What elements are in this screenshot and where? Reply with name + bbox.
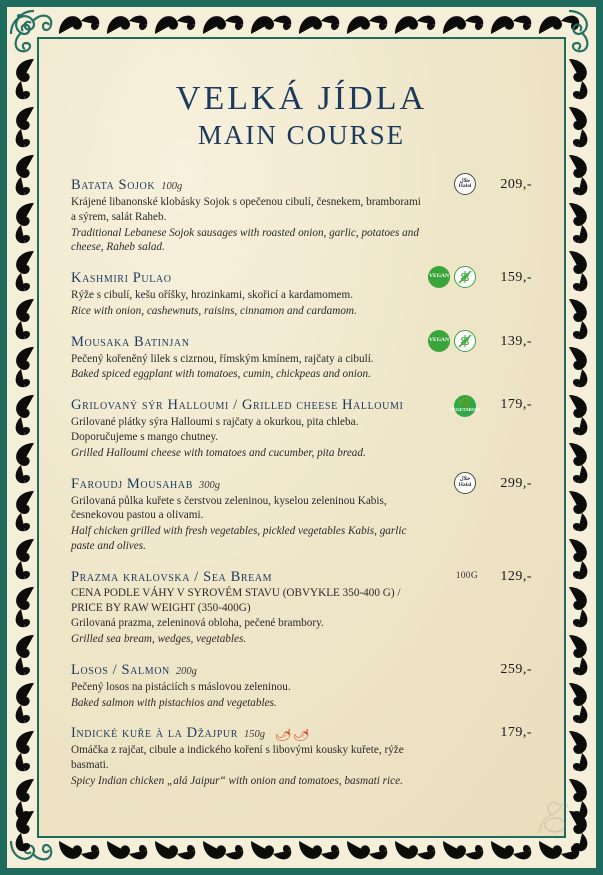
item-description-en: Traditional Lebanese Sojok sausages with roasted onion, garlic, potatoes and cheese, Raheb salad. (71, 226, 419, 254)
item-description-en: Spicy Indian chicken „alá Jaipur“ with onion and tomatoes, basmati rice. (71, 774, 403, 787)
item-description-en: Rice with onion, cashewnuts, raisins, cinnamon and cardamom. (71, 304, 357, 317)
item-description-cz: Pečený kořeněný lilek s cizrnou, římským kmínem, rajčaty a cibulí. (71, 352, 374, 365)
menu-item (71, 270, 532, 319)
menu-item (71, 662, 532, 711)
item-price: 179,- (500, 725, 532, 741)
menu-item (71, 177, 532, 255)
item-description-cz: Pečený losos na pistáciích s máslovou zeleninou. (71, 680, 291, 693)
menu-item (71, 476, 532, 554)
item-price: 179,- (500, 397, 532, 413)
menu-item-list (55, 177, 548, 789)
item-description-en: Baked spiced eggplant with tomatoes, cumin, chickpeas and onion. (71, 368, 371, 381)
item-price: 129,- (500, 568, 532, 584)
dietary-badges (428, 266, 476, 288)
item-description-cz: Grilovaná prazma, zeleninová obloha, pečené brambory. (71, 617, 324, 630)
item-name: Kashmiri Pulao (71, 270, 172, 287)
item-name: Faroudj Mousahab (71, 475, 193, 492)
vine-ornament-bottom (7, 838, 596, 868)
menu-item (71, 725, 532, 788)
item-description-cz: Grilovaná půlka kuřete s čerstvou zeleninou, kyselou zeleninou Kabis, česnekovou pastou a olivami. (71, 494, 387, 522)
no-gluten-icon (454, 266, 476, 288)
vine-ornament-left (7, 7, 37, 868)
item-price: 159,- (500, 270, 532, 286)
item-name: Indické kuře à la Džajpur (71, 725, 239, 742)
no-gluten-icon (454, 330, 476, 352)
dietary-badges (454, 472, 476, 494)
item-price: 209,- (500, 177, 532, 192)
vine-ornament-top (7, 7, 596, 37)
menu-item (71, 397, 532, 460)
item-weight: 100g (161, 181, 183, 192)
chili-icon: 🌶 (273, 725, 294, 744)
item-price-note: CENA PODLE VÁHY V SYROVÉM STAVU (OBVYKLE 350-400 G) / PRICE BY RAW WEIGHT (350-400G) (71, 586, 401, 614)
spicy-chili-icons (275, 727, 309, 743)
item-weight: 300g (198, 479, 220, 491)
item-description-cz: Rýže s cibulí, kešu oříšky, hrozinkami, skořicí a kardamomem. (71, 289, 354, 302)
item-description-cz: Grilované plátky sýra Halloumi s rajčaty a okurkou, pita chleba. Doporučujeme s mango chutney. (71, 416, 359, 444)
item-name: Losos / Salmon (71, 661, 170, 678)
item-price-weight: 100G (455, 570, 478, 581)
restaurant-logo-watermark (531, 795, 577, 841)
menu-item (71, 334, 532, 383)
item-name: Mousaka Batinjan (71, 333, 190, 350)
item-price: 259,- (500, 661, 532, 677)
item-weight: 150g (244, 729, 266, 741)
item-weight: 200g (175, 665, 197, 677)
item-description-cz: Omáčka z rajčat, cibule a indického koření s libovými kousky kuřete, rýže basmati. (71, 744, 404, 772)
item-description-en: Half chicken grilled with fresh vegetables, pickled vegetables Kabis, garlic paste and olives. (71, 525, 407, 552)
page-title (55, 80, 548, 151)
item-name: Batata Sojok (71, 177, 156, 193)
vegan-icon: VEGAN (428, 266, 450, 288)
vegan-icon: VEGAN (428, 330, 450, 352)
title-english: MAIN COURSE (197, 120, 406, 150)
vegetarian-icon: 🌿 VEGETARIAN (454, 395, 476, 417)
halal-icon: حلال Halal (454, 472, 476, 494)
title-czech: VELKÁ JÍDLA (175, 80, 428, 117)
item-price: 139,- (500, 333, 532, 349)
halal-icon: حلال Halal (454, 173, 476, 195)
item-description-en: Baked salmon with pistachios and vegetables. (71, 696, 277, 709)
item-name: Prazma kralovska / Sea Bream (71, 568, 273, 585)
menu-item (71, 569, 532, 647)
item-price: 299,- (500, 475, 532, 491)
dietary-badges (449, 395, 481, 417)
item-name: Grilovaný sýr Halloumi / Grilled cheese Halloumi (71, 397, 404, 414)
dietary-badges (428, 330, 476, 352)
item-description-en: Grilled Halloumi cheese with tomatoes and cucumber, pita bread. (71, 446, 366, 459)
item-description-en: Grilled sea bream, wedges, vegetables. (71, 633, 247, 646)
item-description-cz: Krájené libanonské klobásky Sojok s opečenou cibulí, česnekem, bramborami a sýrem, salát Raheb. (71, 196, 421, 223)
dietary-badges (454, 173, 476, 195)
vine-ornament-right (566, 7, 596, 868)
chili-icon: 🌶 (291, 725, 311, 744)
menu-content (47, 48, 556, 827)
